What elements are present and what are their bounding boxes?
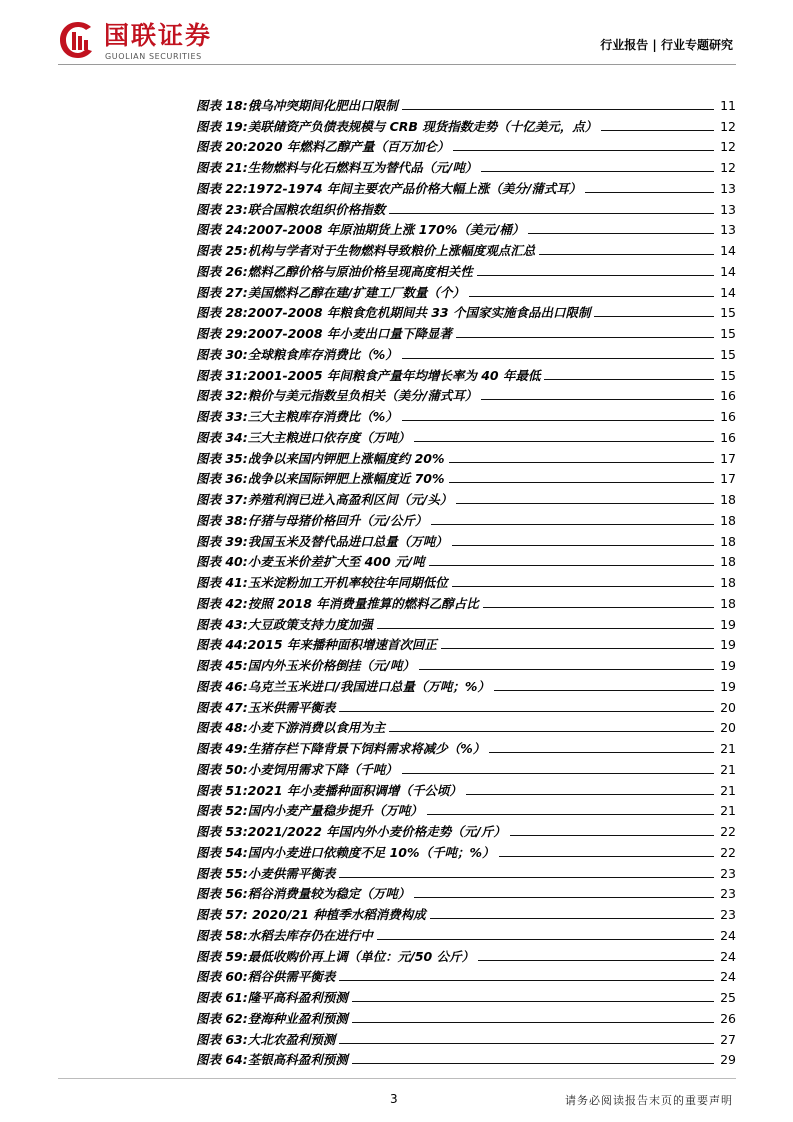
toc-entry-page: 14 — [720, 284, 736, 300]
toc-entry-title: 小麦供需平衡表 — [247, 865, 336, 881]
toc-entry-label: 图表 62: — [196, 1010, 248, 1026]
toc-leader-line — [431, 523, 714, 525]
toc-leader-line — [469, 295, 714, 297]
toc-entry-page: 19 — [720, 658, 736, 673]
toc-leader-line — [466, 793, 714, 795]
toc-entry-page: 17 — [720, 450, 736, 466]
toc-entry-label: 图表 64: — [196, 1052, 248, 1068]
toc-entry-label: 图表 42: — [196, 595, 248, 611]
toc-entry-label: 图表 63: — [196, 1031, 248, 1047]
toc-entry-label: 图表 50: — [196, 761, 248, 777]
toc-leader-line — [352, 1021, 714, 1023]
toc-leader-line — [352, 1062, 714, 1064]
logo-text-cn: 国联证券 — [104, 21, 213, 50]
toc-entry-label: 图表 33: — [196, 409, 248, 424]
toc-leader-line — [449, 461, 714, 463]
toc-leader-line — [453, 149, 714, 151]
toc-leader-line — [499, 855, 714, 857]
toc-entry-page: 12 — [720, 118, 736, 134]
toc-entry-page: 26 — [720, 1010, 736, 1026]
toc-entry-title: 生物燃料与化石燃料互为替代品（元/吨） — [247, 160, 478, 175]
toc-entry-label: 图表 58: — [196, 927, 248, 943]
toc-leader-line — [402, 419, 714, 421]
toc-entry-title: 机构与学者对于生物燃料导致粮价上涨幅度观点汇总 — [247, 243, 536, 258]
toc-entry[interactable] — [196, 279, 736, 300]
toc-entry-title: 燃料乙醇价格与原油价格呈现高度相关性 — [247, 263, 473, 279]
toc-entry-page: 16 — [720, 388, 736, 404]
toc-entry-page: 19 — [720, 637, 736, 653]
toc-entry-title: 仔猪与母猪价格回升（元/公斤） — [247, 512, 428, 528]
toc-entry-page: 15 — [720, 367, 736, 383]
toc-leader-line — [481, 170, 714, 172]
toc-leader-line — [456, 502, 714, 504]
toc-entry-title: 乌克兰玉米进口/我国进口总量（万吨；%） — [247, 678, 490, 694]
toc-entry-title: 国内小麦产量稳步提升（万吨） — [247, 803, 423, 819]
toc-entry[interactable] — [196, 92, 736, 113]
toc-entry-label: 图表 56: — [196, 886, 248, 902]
toc-entry-label: 图表 55: — [196, 865, 248, 881]
toc-entry-title: 生猪存栏下降背景下饲料需求将减少（%） — [247, 741, 486, 756]
toc-entry[interactable] — [196, 860, 736, 881]
toc-entry-title: 俄乌冲突期间化肥出口限制 — [247, 97, 398, 113]
toc-leader-line — [429, 564, 714, 566]
toc-entry-label: 图表 51: — [196, 782, 248, 798]
toc-entry-label: 图表 45: — [196, 658, 248, 673]
toc-entry[interactable] — [196, 922, 736, 943]
toc-entry-title: 小麦下游消费以食用为主 — [247, 720, 386, 736]
toc-entry-label: 图表 60: — [196, 969, 248, 985]
toc-entry-label: 图表 41: — [196, 575, 248, 590]
toc-entry-title: 2021/2022 年国内外小麦价格走势（元/斤） — [247, 824, 506, 839]
toc-entry-title: 战争以来国际钾肥上涨幅度近 70% — [247, 471, 445, 487]
toc-leader-line — [339, 876, 714, 878]
page-number: 3 — [390, 1092, 398, 1106]
toc-entry-page: 29 — [720, 1052, 736, 1068]
toc-entry-label: 图表 20: — [196, 139, 248, 155]
toc-entry-title: 联合国粮农组织价格指数 — [247, 201, 386, 217]
toc-leader-line — [389, 730, 714, 732]
toc-entry-page: 14 — [720, 243, 736, 258]
toc-entry[interactable] — [196, 1026, 736, 1047]
toc-entry-page: 19 — [720, 678, 736, 694]
toc-entry[interactable] — [196, 798, 736, 819]
toc-entry-label: 图表 52: — [196, 803, 248, 819]
toc-leader-line — [539, 253, 714, 255]
toc-leader-line — [441, 647, 714, 649]
toc-entry-page: 13 — [720, 222, 736, 238]
toc-entry-label: 图表 22: — [196, 180, 248, 196]
toc-entry-page: 24 — [720, 948, 736, 964]
toc-leader-line — [489, 751, 714, 753]
figure-list — [196, 92, 736, 1067]
toc-entry-title: 小麦饲用需求下降（千吨） — [247, 761, 398, 777]
toc-entry-title: 2007-2008 年原油期货上涨 170%（美元/桶） — [247, 222, 525, 238]
toc-entry-page: 16 — [720, 409, 736, 424]
toc-entry-title: 最低收购价再上调（单位：元/50 公斤） — [247, 948, 475, 964]
toc-entry-title: 2020 年燃料乙醇产量（百万加仑） — [247, 139, 450, 155]
toc-entry-page: 18 — [720, 512, 736, 528]
toc-entry[interactable] — [196, 1047, 736, 1068]
toc-entry[interactable] — [196, 300, 736, 321]
toc-leader-line — [339, 710, 714, 712]
toc-entry-title: 战争以来国内钾肥上涨幅度约 20% — [247, 450, 445, 466]
toc-leader-line — [594, 315, 714, 317]
toc-entry[interactable] — [196, 507, 736, 528]
toc-entry-title: 登海种业盈利预测 — [247, 1010, 348, 1026]
toc-entry[interactable] — [196, 466, 736, 487]
toc-entry[interactable] — [196, 632, 736, 653]
toc-leader-line — [452, 585, 714, 587]
toc-entry-page: 21 — [720, 782, 736, 798]
toc-entry-page: 19 — [720, 616, 736, 632]
toc-leader-line — [377, 627, 714, 629]
toc-entry-page: 15 — [720, 326, 736, 341]
toc-entry-title: 稻谷供需平衡表 — [247, 969, 336, 985]
toc-entry-label: 图表 28: — [196, 305, 248, 321]
toc-leader-line — [419, 668, 714, 670]
report-type: 行业报告 | 行业专题研究 — [600, 38, 733, 52]
toc-leader-line — [377, 938, 714, 940]
toc-entry[interactable] — [196, 113, 736, 134]
toc-entry[interactable] — [196, 320, 736, 341]
toc-entry[interactable] — [196, 486, 736, 507]
toc-leader-line — [352, 1000, 714, 1002]
toc-entry[interactable] — [196, 901, 736, 922]
toc-entry-label: 图表 21: — [196, 160, 248, 175]
toc-entry-label: 图表 32: — [196, 388, 248, 404]
toc-entry-title: 国内外玉米价格倒挂（元/吨） — [247, 658, 415, 673]
toc-entry-title: 国内小麦进口依赖度不足 10%（千吨；%） — [247, 844, 495, 860]
toc-entry-label: 图表 34: — [196, 429, 248, 445]
toc-entry-page: 18 — [720, 533, 736, 549]
toc-entry-label: 图表 30: — [196, 346, 248, 362]
toc-entry[interactable] — [196, 984, 736, 1005]
toc-entry-page: 15 — [720, 346, 736, 362]
toc-entry-title: 我国玉米及替代品进口总量（万吨） — [247, 533, 448, 549]
toc-leader-line — [452, 544, 714, 546]
footer-divider — [58, 1078, 736, 1079]
toc-leader-line — [339, 979, 714, 981]
toc-entry-page: 25 — [720, 990, 736, 1005]
toc-leader-line — [402, 108, 714, 110]
toc-entry-page: 23 — [720, 886, 736, 902]
toc-entry[interactable] — [196, 549, 736, 570]
toc-entry-page: 14 — [720, 263, 736, 279]
toc-entry-page: 22 — [720, 844, 736, 860]
toc-entry[interactable] — [196, 611, 736, 632]
toc-entry[interactable] — [196, 715, 736, 736]
toc-leader-line — [414, 440, 714, 442]
toc-entry-title: 粮价与美元指数呈负相关（美分/蒲式耳） — [247, 388, 478, 404]
toc-entry-page: 18 — [720, 575, 736, 590]
page-header — [0, 0, 793, 90]
toc-entry[interactable] — [196, 735, 736, 756]
toc-leader-line — [510, 834, 714, 836]
toc-entry-page: 12 — [720, 139, 736, 155]
toc-leader-line — [339, 1042, 714, 1044]
toc-entry-title: 隆平高科盈利预测 — [247, 990, 348, 1005]
toc-entry-title: 2001-2005 年间粮食产量年均增长率为 40 年最低 — [247, 367, 541, 383]
toc-leader-line — [478, 959, 714, 961]
toc-leader-line — [601, 129, 714, 131]
toc-entry-page: 23 — [720, 907, 736, 922]
toc-entry-label: 图表 48: — [196, 720, 248, 736]
toc-entry-page: 17 — [720, 471, 736, 487]
toc-leader-line — [456, 336, 714, 338]
toc-entry-title: 全球粮食库存消费比（%） — [247, 346, 398, 362]
toc-entry-label: 图表 39: — [196, 533, 248, 549]
toc-entry-label: 图表 27: — [196, 284, 248, 300]
toc-entry-title: 2015 年来播种面积增速首次回正 — [247, 637, 437, 653]
toc-entry-title: 按照 2018 年消费量推算的燃料乙醇占比 — [247, 595, 479, 611]
toc-entry-page: 13 — [720, 201, 736, 217]
toc-entry-title: 美国燃料乙醇在建/扩建工厂数量（个） — [247, 284, 465, 300]
toc-entry[interactable] — [196, 964, 736, 985]
toc-entry-title: 2007-2008 年粮食危机期间共 33 个国家实施食品出口限制 — [247, 305, 591, 321]
toc-leader-line — [483, 606, 714, 608]
toc-entry[interactable] — [196, 839, 736, 860]
toc-entry-label: 图表 36: — [196, 471, 248, 487]
toc-leader-line — [427, 813, 714, 815]
toc-entry-title: 1972-1974 年间主要农产品价格大幅上涨（美分/蒲式耳） — [247, 180, 582, 196]
toc-entry-page: 21 — [720, 803, 736, 819]
toc-entry[interactable] — [196, 818, 736, 839]
toc-entry-label: 图表 18: — [196, 97, 248, 113]
toc-entry-title: 荃银高科盈利预测 — [247, 1052, 348, 1068]
guolian-logo-icon — [58, 20, 98, 60]
toc-entry-page: 20 — [720, 720, 736, 736]
toc-entry-label: 图表 24: — [196, 222, 248, 238]
toc-entry-page: 16 — [720, 429, 736, 445]
toc-entry[interactable] — [196, 943, 736, 964]
toc-leader-line — [544, 378, 714, 380]
toc-entry[interactable] — [196, 175, 736, 196]
toc-leader-line — [585, 191, 714, 193]
toc-entry-title: 养殖利润已进入高盈利区间（元/头） — [247, 492, 453, 507]
toc-entry[interactable] — [196, 403, 736, 424]
toc-entry-label: 图表 61: — [196, 990, 248, 1005]
toc-entry-page: 21 — [720, 761, 736, 777]
toc-entry-page: 15 — [720, 305, 736, 321]
toc-entry-label: 图表 23: — [196, 201, 248, 217]
toc-entry-label: 图表 46: — [196, 678, 248, 694]
toc-entry-page: 24 — [720, 969, 736, 985]
toc-entry[interactable] — [196, 362, 736, 383]
toc-entry-title: 三大主粮库存消费比（%） — [247, 409, 398, 424]
toc-entry-label: 图表 31: — [196, 367, 248, 383]
toc-entry-label: 图表 54: — [196, 844, 248, 860]
toc-entry-label: 图表 37: — [196, 492, 248, 507]
toc-entry-label: 图表 25: — [196, 243, 248, 258]
toc-entry-page: 11 — [720, 97, 736, 113]
toc-entry-title: 大北农盈利预测 — [247, 1031, 336, 1047]
toc-entry-label: 图表 59: — [196, 948, 248, 964]
toc-entry-title: 小麦玉米价差扩大至 400 元/吨 — [247, 554, 425, 570]
toc-entry[interactable] — [196, 383, 736, 404]
toc-entry-page: 18 — [720, 595, 736, 611]
toc-entry[interactable] — [196, 154, 736, 175]
toc-entry-title: 大豆政策支持力度加强 — [247, 616, 373, 632]
toc-entry[interactable] — [196, 1005, 736, 1026]
toc-entry-title: 2007-2008 年小麦出口量下降显著 — [247, 326, 452, 341]
toc-entry-title: 玉米供需平衡表 — [247, 699, 336, 715]
toc-entry[interactable] — [196, 694, 736, 715]
toc-entry-page: 20 — [720, 699, 736, 715]
toc-entry-title: 稻谷消费量较为稳定（万吨） — [247, 886, 411, 902]
toc-entry[interactable] — [196, 590, 736, 611]
toc-entry[interactable] — [196, 196, 736, 217]
toc-entry[interactable] — [196, 445, 736, 466]
toc-entry-page: 24 — [720, 927, 736, 943]
toc-entry-title: 2020/21 种植季水稻消费构成 — [247, 907, 426, 922]
toc-leader-line — [430, 917, 714, 919]
toc-entry[interactable] — [196, 134, 736, 155]
toc-entry-label: 图表 53: — [196, 824, 248, 839]
toc-leader-line — [481, 398, 714, 400]
toc-entry-page: 18 — [720, 492, 736, 507]
toc-entry[interactable] — [196, 777, 736, 798]
toc-entry-page: 21 — [720, 741, 736, 756]
toc-entry-page: 12 — [720, 160, 736, 175]
toc-leader-line — [402, 357, 714, 359]
toc-entry[interactable] — [196, 756, 736, 777]
toc-entry[interactable] — [196, 258, 736, 279]
toc-leader-line — [477, 274, 714, 276]
toc-entry-label: 图表 47: — [196, 699, 248, 715]
logo-text-en: GUOLIAN SECURITIES — [105, 52, 202, 61]
toc-leader-line — [402, 772, 714, 774]
toc-entry-page: 23 — [720, 865, 736, 881]
toc-entry-page: 18 — [720, 554, 736, 570]
toc-entry-label: 图表 44: — [196, 637, 248, 653]
toc-entry-label: 图表 26: — [196, 263, 248, 279]
toc-leader-line — [414, 896, 714, 898]
toc-entry-title: 水稻去库存仍在进行中 — [247, 927, 373, 943]
toc-entry[interactable] — [196, 341, 736, 362]
toc-entry[interactable] — [196, 424, 736, 445]
toc-entry-label: 图表 43: — [196, 616, 248, 632]
toc-entry[interactable] — [196, 652, 736, 673]
toc-entry-label: 图表 57: — [196, 907, 248, 922]
toc-entry-label: 图表 49: — [196, 741, 248, 756]
footer-disclaimer: 请务必阅读报告末页的重要声明 — [565, 1094, 733, 1107]
toc-entry-label: 图表 38: — [196, 512, 248, 528]
toc-entry-label: 图表 35: — [196, 450, 248, 466]
toc-entry-title: 美联储资产负债表规模与 CRB 现货指数走势（十亿美元，点） — [247, 118, 598, 134]
header-divider — [58, 64, 736, 65]
toc-entry[interactable] — [196, 673, 736, 694]
toc-entry-page: 27 — [720, 1031, 736, 1047]
toc-entry-label: 图表 40: — [196, 554, 248, 570]
toc-entry-title: 玉米淀粉加工开机率较往年同期低位 — [247, 575, 448, 590]
toc-entry[interactable] — [196, 237, 736, 258]
toc-entry-page: 22 — [720, 824, 736, 839]
toc-entry[interactable] — [196, 528, 736, 549]
toc-leader-line — [449, 481, 714, 483]
toc-entry[interactable] — [196, 569, 736, 590]
toc-entry-title: 三大主粮进口依存度（万吨） — [247, 429, 411, 445]
toc-entry-label: 图表 29: — [196, 326, 248, 341]
toc-entry-page: 13 — [720, 180, 736, 196]
toc-entry[interactable] — [196, 881, 736, 902]
toc-entry[interactable] — [196, 217, 736, 238]
toc-leader-line — [389, 212, 714, 214]
toc-leader-line — [528, 232, 714, 234]
toc-entry-label: 图表 19: — [196, 118, 248, 134]
toc-leader-line — [494, 689, 714, 691]
toc-entry-title: 2021 年小麦播种面积调增（千公顷） — [247, 782, 462, 798]
